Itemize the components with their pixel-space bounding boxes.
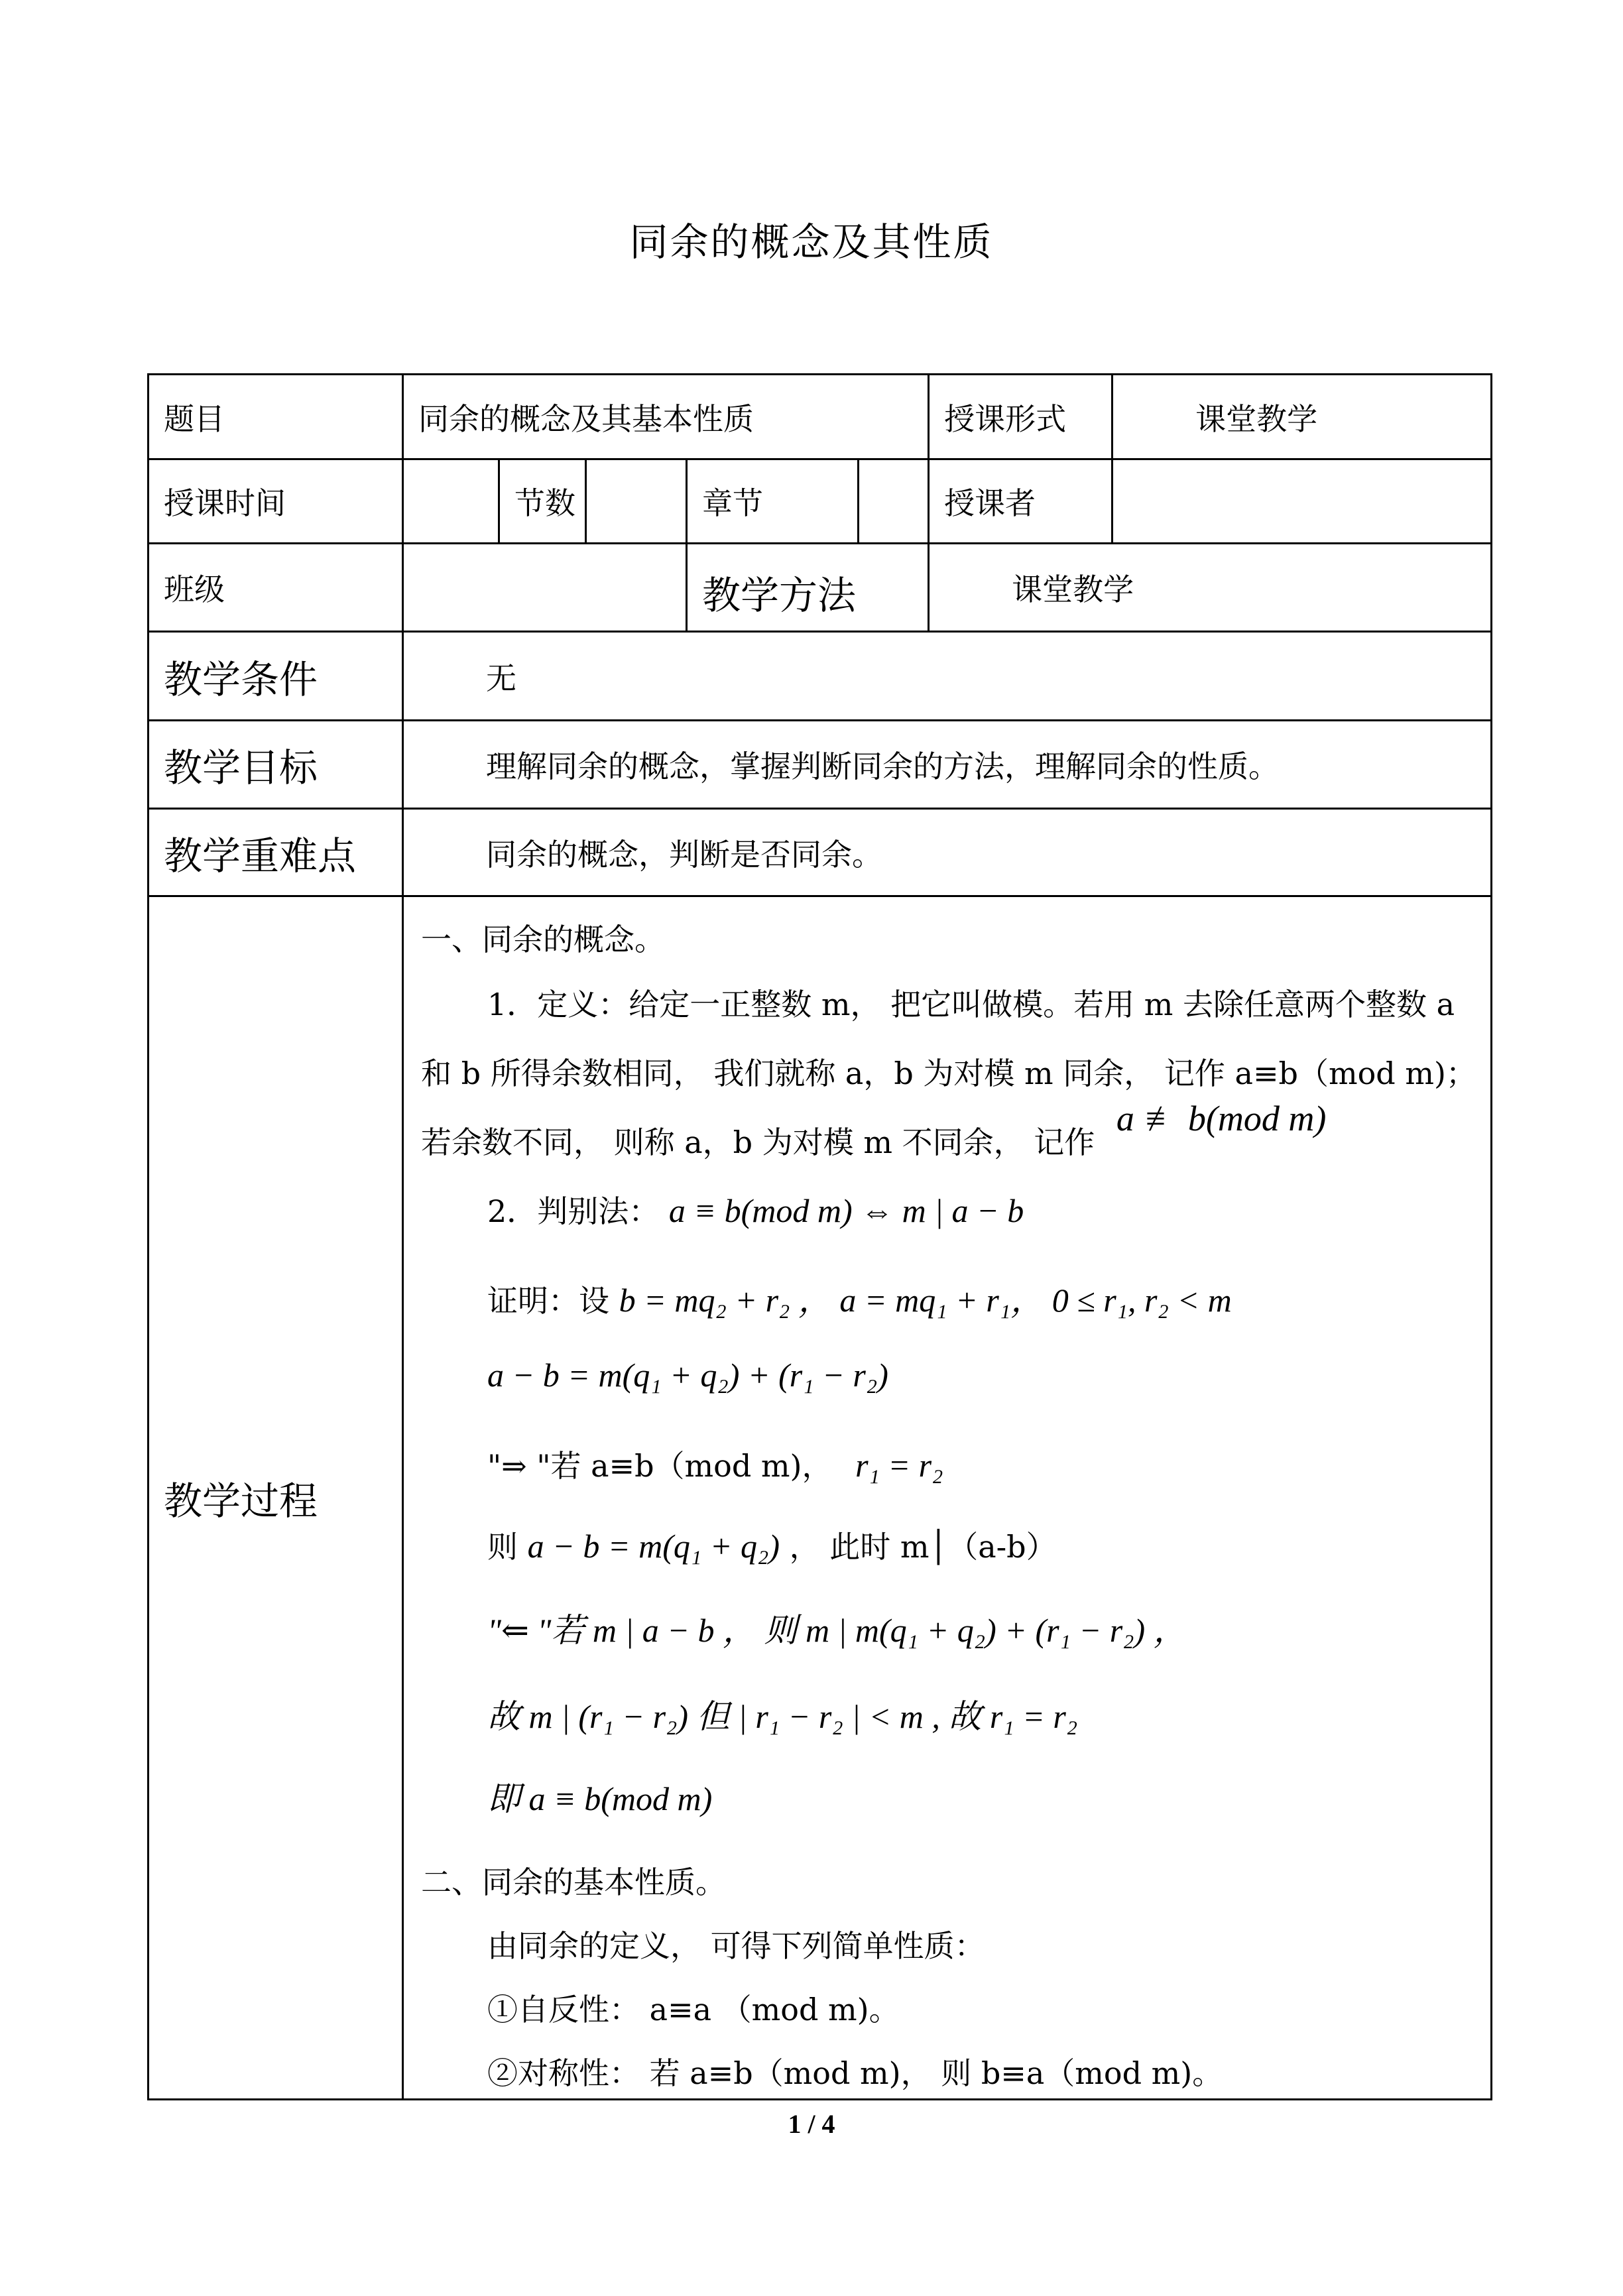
label-key-points: 教学重难点 [149, 809, 403, 896]
conditions-value: 无 [403, 632, 1492, 721]
forward-result: r₁ = r₂ [855, 1447, 943, 1484]
backward-line: "⇐ "若 m | a − b ， 则 m | m(q₁ + q₂) + (r₁ − r₂) ， [487, 1612, 1187, 1649]
difference-formula: a − b = m(q₁ + q₂) + (r₁ − r₂) [487, 1357, 888, 1394]
label-process: 教学过程 [149, 896, 403, 2100]
forward-line [487, 1442, 1478, 1486]
then-tail: ， 此时 m│（a-b） [789, 1529, 1057, 1565]
property-symmetric: ②对称性： 若 a≡b（mod m)， 则 b≡a（mod m)。 [487, 2055, 1223, 2091]
criterion-line [487, 1187, 1478, 1231]
label-time: 授课时间 [149, 459, 403, 544]
then-label: 则 [487, 1529, 518, 1565]
not-congruent-formula: a ≢ b(mod m) [1116, 1099, 1327, 1138]
table-row [149, 544, 1492, 632]
properties-intro: 由同余的定义， 可得下列简单性质： [487, 1928, 985, 1964]
proof-label: 证明：设 [487, 1283, 609, 1319]
table-row [149, 896, 1492, 2100]
criterion-label: 2．判别法： [487, 1193, 660, 1229]
table-row [149, 632, 1492, 721]
proof-formula: b = mq₂ + r₂ ， a = mq₁ + r₁， 0 ≤ r₁, r₂ < m [619, 1282, 1232, 1319]
section1-heading: 一、同余的概念。 [421, 922, 665, 957]
label-class: 班级 [149, 544, 403, 632]
proof-line [487, 1274, 1478, 1321]
conclusion-line: 即 a ≡ b(mod m) [487, 1780, 713, 1817]
label-chapter: 章节 [687, 459, 859, 544]
label-conditions: 教学条件 [149, 632, 403, 721]
label-method: 教学方法 [687, 544, 929, 632]
class-value [403, 544, 687, 632]
hence-line: 故 m | (r₁ − r₂) 但 | r₁ − r₂ | < m , 故 r₁ = r₂ [487, 1698, 1078, 1735]
goals-value: 理解同余的概念，掌握判断同余的方法，理解同余的性质。 [403, 721, 1492, 809]
time-value [403, 459, 499, 544]
page-number: 1 / 4 [788, 2109, 835, 2139]
definition-line-2: 和 b 所得余数相同， 我们就称 a，b 为对模 m 同余， 记作 a≡b（mod m)； [421, 1056, 1476, 1091]
key-points-value: 同余的概念，判断是否同余。 [403, 809, 1492, 896]
label-goals: 教学目标 [149, 721, 403, 809]
definition-line-3 [421, 1099, 1478, 1162]
forward-label: "⇒ "若 a≡b（mod m)， [487, 1448, 833, 1484]
table-row [149, 375, 1492, 459]
document-title: 同余的概念及其性质 [629, 219, 994, 265]
table-row [149, 809, 1492, 896]
definition-line-1: 1．定义：给定一正整数 m， 把它叫做模。若用 m 去除任意两个整数 a [487, 987, 1455, 1022]
teacher-value [1112, 459, 1492, 544]
table-row [149, 459, 1492, 544]
section2-heading: 二、同余的基本性质。 [421, 1864, 726, 1900]
table-row [149, 721, 1492, 809]
definition-line-3-text: 若余数不同， 则称 a，b 为对模 m 不同余， 记作 [421, 1124, 1095, 1160]
form-value: 课堂教学 [1112, 375, 1492, 459]
sessions-value [586, 459, 687, 544]
property-reflexive: ①自反性： a≡a （mod m)。 [487, 1992, 900, 2027]
chapter-value [859, 459, 929, 544]
label-form: 授课形式 [929, 375, 1112, 459]
label-sessions: 节数 [499, 459, 586, 544]
lesson-plan-table [147, 373, 1492, 2100]
topic-value: 同余的概念及其基本性质 [403, 375, 929, 459]
then-line [487, 1523, 1478, 1567]
criterion-formula: a ≡ b(mod m) ⇔ m | a − b [668, 1192, 1024, 1229]
process-content [403, 896, 1492, 2100]
label-topic: 题目 [149, 375, 403, 459]
label-teacher: 授课者 [929, 459, 1112, 544]
method-value: 课堂教学 [929, 544, 1492, 632]
then-formula: a − b = m(q₁ + q₂) [527, 1528, 780, 1565]
